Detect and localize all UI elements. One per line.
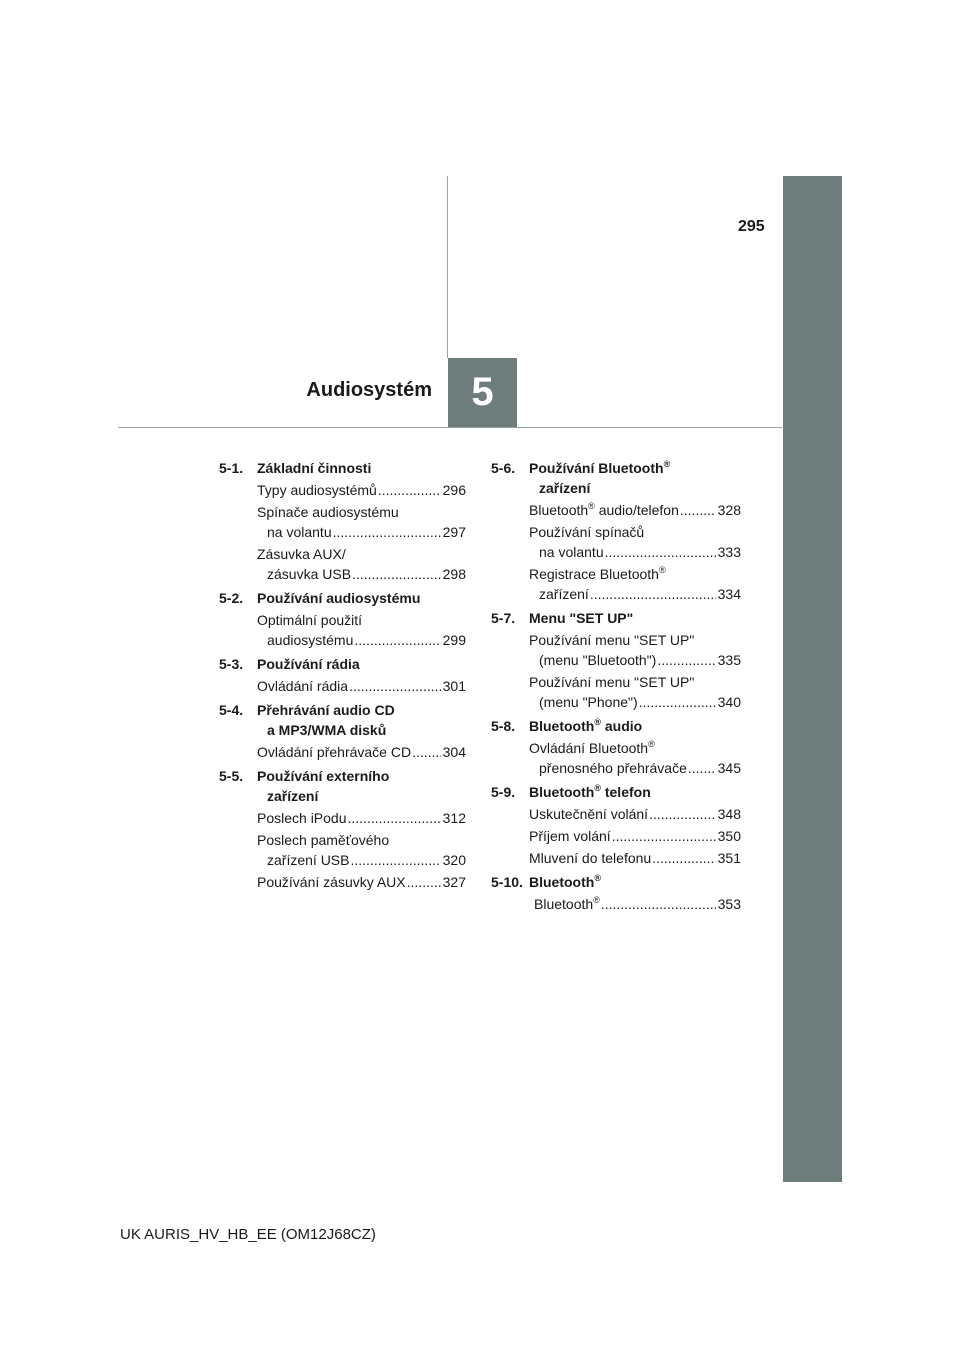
entry-title: Mluvení do telefonu (529, 850, 652, 866)
toc-entry[interactable] (529, 672, 741, 712)
section-title-rest: audio (600, 718, 643, 734)
header-vertical-rule (447, 176, 448, 358)
entry-page: 340 (717, 694, 741, 710)
section-title[interactable] (257, 766, 466, 806)
toc-entry[interactable] (529, 894, 741, 914)
entry-title-cont: (menu "Bluetooth") (539, 652, 657, 668)
chapter-number-box: 5 (448, 358, 517, 427)
entry-title-rest: audio/telefon (594, 502, 679, 518)
entry-title: Registrace Bluetooth (529, 566, 659, 582)
toc-entry[interactable] (257, 808, 466, 828)
chapter-title: Audiosystém (306, 379, 432, 401)
entry-page: 328 (717, 502, 741, 518)
toc-entry[interactable] (529, 848, 741, 868)
registered-mark: ® (648, 739, 655, 749)
registered-mark: ® (594, 717, 601, 727)
entry-page: 304 (442, 744, 466, 760)
page-number: 295 (738, 218, 765, 235)
toc-section (219, 700, 466, 762)
toc-section (219, 588, 466, 650)
registered-mark: ® (663, 459, 671, 469)
toc-entry[interactable] (257, 610, 466, 650)
section-title[interactable] (529, 872, 741, 892)
entry-page: 320 (442, 852, 466, 868)
toc-section (491, 458, 741, 604)
section-title-line: Bluetooth (529, 784, 595, 800)
registered-mark: ® (594, 873, 601, 883)
toc-entry[interactable] (257, 872, 466, 892)
entry-title-cont: zásuvka USB (267, 566, 352, 582)
entry-title: Optimální použití (257, 612, 363, 628)
entry-title-cont: na volantu (539, 544, 604, 560)
entry-page: 333 (717, 544, 741, 560)
entry-title: Používání zásuvky AUX (257, 874, 406, 890)
toc-entry[interactable] (529, 804, 741, 824)
section-title[interactable]: Menu "SET UP" (529, 610, 634, 626)
toc-entry[interactable] (529, 738, 741, 778)
section-number: 5-4. (219, 702, 244, 718)
section-number: 5-2. (219, 590, 244, 606)
section-number: 5-8. (491, 718, 516, 734)
toc-entry[interactable] (529, 630, 741, 670)
toc-entry[interactable] (529, 564, 741, 604)
section-title-cont: a MP3/WMA disků (267, 722, 387, 738)
entry-title: Příjem volání (529, 828, 611, 844)
toc-entry[interactable] (257, 480, 466, 500)
section-title[interactable]: Používání audiosystému (257, 590, 421, 606)
section-title[interactable] (529, 782, 741, 802)
section-title[interactable]: Používání rádia (257, 656, 360, 672)
toc-left-column (219, 458, 466, 896)
section-title-line: Přehrávání audio CD (257, 702, 395, 718)
section-number: 5-9. (491, 784, 516, 800)
section-title[interactable] (257, 700, 466, 740)
entry-title: Ovládání Bluetooth (529, 740, 649, 756)
section-number: 5-1. (219, 460, 244, 476)
header-horizontal-rule (118, 427, 782, 428)
toc-section (219, 654, 466, 696)
section-title-rest: telefon (600, 784, 651, 800)
entry-title: Používání menu "SET UP" (529, 674, 695, 690)
registered-mark: ® (593, 895, 600, 905)
toc-section (491, 782, 741, 868)
toc-entry[interactable] (529, 826, 741, 846)
toc-entry[interactable] (257, 742, 466, 762)
entry-page: 296 (442, 482, 466, 498)
toc-section (219, 458, 466, 584)
entry-page: 350 (717, 828, 741, 844)
entry-page: 334 (717, 586, 741, 602)
entry-page: 299 (442, 632, 466, 648)
toc-right-column (491, 458, 741, 918)
document-footer: UK AURIS_HV_HB_EE (OM12J68CZ) (120, 1226, 376, 1243)
toc-section (491, 716, 741, 778)
section-number: 5-6. (491, 460, 516, 476)
entry-title: Typy audiosystémů (257, 482, 377, 498)
entry-title-cont: (menu "Phone") (539, 694, 638, 710)
section-title-cont: zařízení (539, 480, 591, 496)
entry-page: 327 (442, 874, 466, 890)
entry-page: 301 (442, 678, 466, 694)
section-title-line: Bluetooth (529, 874, 595, 890)
chapter-side-tab (783, 176, 842, 1182)
entry-title-cont: na volantu (267, 524, 332, 540)
section-title-line: Používání Bluetooth (529, 460, 664, 476)
section-number: 5-10. (491, 874, 523, 890)
entry-title: Používání menu "SET UP" (529, 632, 695, 648)
entry-page: 345 (717, 760, 741, 776)
entry-page: 335 (717, 652, 741, 668)
section-number: 5-7. (491, 610, 516, 626)
section-title[interactable] (529, 716, 741, 736)
entry-title: Bluetooth (529, 502, 589, 518)
toc-section (491, 608, 741, 712)
entry-title: Používání spínačů (529, 524, 645, 540)
entry-page: 312 (442, 810, 466, 826)
entry-title-cont: zařízení USB (267, 852, 350, 868)
toc-section (491, 872, 741, 914)
toc-entry[interactable] (529, 500, 741, 520)
toc-entry[interactable] (257, 830, 466, 870)
entry-title: Uskutečnění volání (529, 806, 649, 822)
entry-title-cont: zařízení (539, 586, 589, 602)
entry-title: Bluetooth (534, 896, 594, 912)
entry-title-cont: přenosného přehrávače (539, 760, 687, 776)
section-title-line: Bluetooth (529, 718, 595, 734)
section-title-cont: zařízení (267, 788, 319, 804)
toc-entry[interactable] (529, 522, 741, 562)
toc-section (219, 766, 466, 892)
entry-page: 353 (717, 896, 741, 912)
section-title[interactable] (529, 458, 741, 498)
toc-entry[interactable] (257, 544, 466, 584)
registered-mark: ® (588, 501, 595, 511)
entry-title-cont: audiosystému (267, 632, 354, 648)
section-title-line: Používání externího (257, 768, 390, 784)
entry-title: Ovládání přehrávače CD (257, 744, 412, 760)
entry-page: 351 (717, 850, 741, 866)
section-number: 5-5. (219, 768, 244, 784)
entry-title: Poslech paměťového (257, 832, 390, 848)
entry-title: Zásuvka AUX/ (257, 546, 346, 562)
section-number: 5-3. (219, 656, 244, 672)
entry-title: Ovládání rádia (257, 678, 349, 694)
registered-mark: ® (658, 565, 666, 575)
entry-page: 298 (442, 566, 466, 582)
toc-entry[interactable] (257, 502, 466, 542)
entry-page: 297 (442, 524, 466, 540)
toc-entry[interactable] (257, 676, 466, 696)
entry-title: Poslech iPodu (257, 810, 347, 826)
registered-mark: ® (594, 783, 601, 793)
entry-page: 348 (717, 806, 741, 822)
entry-title: Spínače audiosystému (257, 504, 399, 520)
section-title[interactable]: Základní činnosti (257, 460, 372, 476)
